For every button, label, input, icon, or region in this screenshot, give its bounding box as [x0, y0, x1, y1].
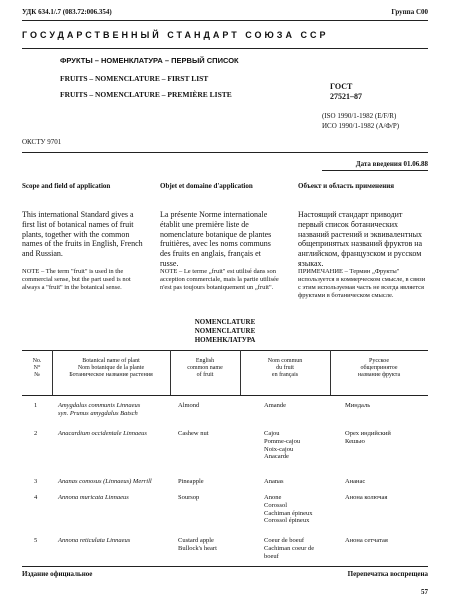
- header-botanical: Botanical name of plant Nom botanique de la plante Ботаническое название растения: [69, 358, 153, 379]
- row-botanical: Ananas comosus (Linnaeus) Merrill: [58, 478, 152, 485]
- header-french: Nom commun du fruit en français: [267, 358, 303, 379]
- reprint-prohibited: Перепечатка воспрещена: [347, 570, 428, 578]
- iso-line-2: ИСО 1990/1-1982 (А/Ф/Р): [322, 122, 400, 130]
- row-no: 5: [34, 537, 38, 544]
- table-header-rule: [22, 395, 428, 396]
- scope-en-note: NOTE – The term "fruit" is used in the commercial sense, but the part used is not always a "fruit" in the botanical sense.: [22, 268, 131, 292]
- scope-en-body: This international Standard gives a first list of botanical names of fruit plants, together with the common names of the fruits in English, French and Russian.: [22, 210, 143, 258]
- row-french: Anone Corossol Cachiman épineux Corossol épineux: [264, 494, 313, 525]
- okstu-code: ОКСТУ 9701: [22, 138, 62, 146]
- nomenclature-fr: NOMENCLATURE: [194, 327, 256, 335]
- row-french: Cajou Pomme-cajou Noix-cajou Anacarde: [264, 430, 301, 461]
- row-russian: Ананас: [345, 478, 366, 485]
- header-no: No. N° №: [32, 358, 42, 379]
- scope-en-title: Scope and field of application: [22, 182, 111, 190]
- scope-fr-title: Objet et domaine d'application: [160, 182, 253, 190]
- iso-line-1: (ISO 1990/1-1982 (E/F/R): [322, 112, 397, 120]
- row-russian: Анона колючая: [345, 494, 388, 501]
- gost-number: 27521–87: [330, 92, 362, 101]
- nomenclature-ru: НОМЕНКЛАТУРА: [194, 336, 256, 344]
- row-botanical: Amygdalus communis Linnaeus syn. Prunus amygdalus Batsch: [58, 402, 141, 417]
- table-top-rule: [22, 350, 428, 351]
- title-ru: ФРУКТЫ – НОМЕНКЛАТУРА – ПЕРВЫЙ СПИСОК: [60, 56, 239, 65]
- row-french: Ananas: [264, 478, 284, 485]
- scope-fr-note: NOTE – Le terme „fruit" est utilisé dans son acception commerciale, mais la partie utilisée n'est pas toujours botaniquement un „fruit".: [160, 268, 279, 292]
- row-no: 1: [34, 402, 38, 409]
- scope-ru-note: ПРИМЕЧАНИЕ – Термин „Фрукты" используется в коммерческом смысле, в связи с этим используемая часть не всегда является фруктами в ботаническом смысле.: [298, 268, 426, 300]
- nomenclature-en: NOMENCLATURE: [194, 318, 256, 326]
- header-russian: Русское общепринятое название фрукта: [357, 358, 401, 379]
- row-english: Almond: [178, 402, 200, 409]
- heading-rule: [22, 48, 428, 49]
- footer-rule: [22, 566, 428, 567]
- row-botanical: Annona reticulata Linnaeus: [58, 537, 131, 544]
- row-botanical: Annona muricata Linnaeus: [58, 494, 129, 501]
- row-no: 3: [34, 478, 38, 485]
- row-english: Pineapple: [178, 478, 204, 485]
- row-english: Soursop: [178, 494, 200, 501]
- date-underline: [322, 170, 428, 171]
- title-en: FRUITS – NOMENCLATURE – FIRST LIST: [60, 74, 209, 83]
- udk-code: УДК 634.1/.7 (083.72:006.354): [22, 8, 112, 16]
- row-russian: Миндаль: [345, 402, 371, 409]
- official-edition: Издание официальное: [22, 570, 93, 578]
- row-russian: Анона сетчатая: [345, 537, 388, 544]
- intro-date: Дата введения 01.06.88: [355, 160, 428, 168]
- gost-label: ГОСТ: [330, 82, 353, 91]
- row-french: Coeur de boeuf Cachiman coeur de boeuf: [264, 537, 315, 560]
- okstu-rule: [22, 152, 428, 153]
- state-standard-heading: ГОСУДАРСТВЕННЫЙ СТАНДАРТ СОЮЗА ССР: [22, 30, 329, 40]
- top-rule: [22, 20, 428, 21]
- scope-fr-body: La présente Norme internationale établit une première liste de nomenclature botanique de plantes fruitières, avec les noms communs des fruits en anglais, français et russe.: [160, 210, 272, 268]
- scope-ru-title: Объект и область применения: [298, 182, 395, 190]
- row-english: Cashew nut: [178, 430, 209, 437]
- row-russian: Орех индийский Кешью: [345, 430, 391, 445]
- row-no: 2: [34, 430, 38, 437]
- row-english: Custard apple Bullock's heart: [178, 537, 217, 552]
- row-french: Amande: [264, 402, 287, 409]
- row-botanical: Anacardium occidentale Linnaeus: [58, 430, 147, 437]
- row-no: 4: [34, 494, 38, 501]
- header-english: English common name of fruit: [187, 358, 223, 379]
- title-fr: FRUITS – NOMENCLATURE – PREMIÈRE LISTE: [60, 90, 232, 99]
- group-code: Группа С00: [391, 8, 428, 16]
- page-number: 57: [421, 588, 428, 596]
- scope-ru-body: Настоящий стандарт приводит первый список ботанических названий растений и эквивалентных общепринятых названий фруктов на английском, французском и русском языках.: [298, 210, 423, 268]
